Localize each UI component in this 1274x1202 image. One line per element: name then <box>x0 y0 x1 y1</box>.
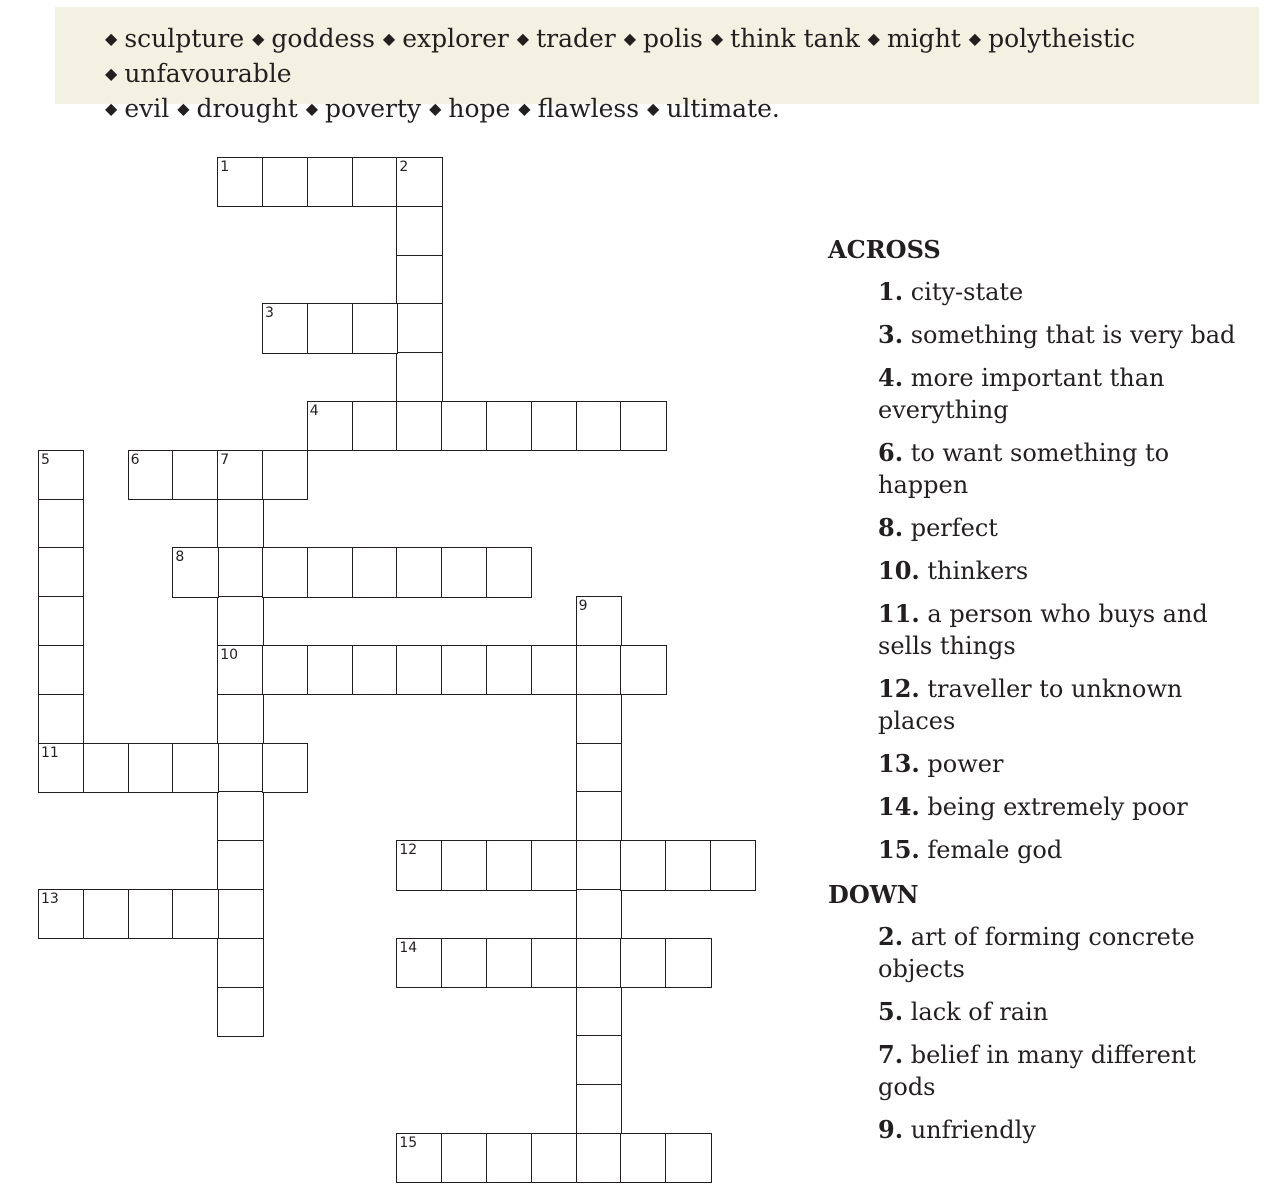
grid-cell[interactable] <box>486 645 532 695</box>
grid-cell[interactable] <box>710 840 756 890</box>
clue-item <box>828 921 1258 985</box>
grid-cell[interactable] <box>486 840 532 890</box>
cell-number: 6 <box>130 451 140 468</box>
cell-number: 2 <box>399 159 409 175</box>
grid-cell[interactable] <box>262 157 308 207</box>
grid-cell[interactable] <box>665 1133 711 1183</box>
word-item <box>868 24 961 53</box>
grid-cell[interactable] <box>441 401 487 451</box>
grid-cell[interactable] <box>38 596 84 646</box>
grid-cell[interactable] <box>396 303 442 353</box>
grid-cell[interactable] <box>217 743 263 793</box>
cell-number: 14 <box>399 939 418 956</box>
clue-item <box>828 791 1258 823</box>
grid-cell[interactable] <box>172 450 218 500</box>
clue-number: 10. <box>878 556 920 585</box>
clue-item <box>828 437 1258 501</box>
cell-number: 7 <box>220 451 230 468</box>
grid-cell[interactable] <box>576 1035 622 1085</box>
grid-cell[interactable] <box>531 401 577 451</box>
bullet-icon: ◆ <box>518 99 531 118</box>
grid-cell[interactable] <box>396 938 442 988</box>
grid-cell[interactable] <box>217 547 263 597</box>
cell-number: 12 <box>399 842 418 859</box>
cell-number: 13 <box>41 891 59 907</box>
bullet-icon: ◆ <box>623 29 637 48</box>
cell-number: 8 <box>175 549 185 566</box>
clue-number: 1. <box>878 277 904 306</box>
grid-cell[interactable] <box>217 889 263 939</box>
clue-item <box>828 748 1258 780</box>
grid-cell[interactable] <box>396 547 442 597</box>
grid-cell[interactable] <box>620 938 666 988</box>
grid-cell[interactable] <box>217 596 263 646</box>
cell-number: 5 <box>41 451 50 468</box>
across-clues <box>828 268 1258 866</box>
clue-item <box>828 673 1258 737</box>
word-text: hope <box>448 94 511 123</box>
bullet-icon: ◆ <box>105 99 118 118</box>
grid-cell[interactable] <box>38 499 84 549</box>
bullet-icon: ◆ <box>429 99 442 118</box>
cell-number: 3 <box>265 305 274 322</box>
grid-cell[interactable] <box>217 791 263 841</box>
down-heading: DOWN <box>828 880 919 909</box>
grid-cell[interactable] <box>576 889 622 939</box>
grid-cell[interactable] <box>217 938 263 988</box>
word-text: polytheistic <box>988 24 1136 53</box>
grid-cell[interactable] <box>576 840 622 890</box>
across-heading: ACROSS <box>828 235 941 264</box>
clue-number: 14. <box>878 792 920 821</box>
clue-item <box>828 1039 1258 1103</box>
clue-text: female god <box>927 836 1063 864</box>
grid-cell[interactable] <box>83 889 129 939</box>
grid-cell[interactable] <box>396 840 442 890</box>
clue-item <box>828 1114 1258 1146</box>
word-item <box>969 24 1135 53</box>
clue-text: perfect <box>910 514 998 542</box>
word-text: flawless <box>537 94 640 123</box>
clue-number: 11. <box>878 599 920 628</box>
bullet-icon: ◆ <box>305 99 319 118</box>
clues-panel <box>828 232 1258 1157</box>
grid-cell[interactable] <box>486 547 532 597</box>
grid-cell[interactable] <box>441 1133 487 1183</box>
clue-text: art of forming concrete objects <box>878 923 1195 983</box>
clue-number: 4. <box>878 363 904 392</box>
clue-item <box>828 276 1258 308</box>
clue-number: 5. <box>878 997 904 1026</box>
cell-number: 10 <box>220 647 239 663</box>
grid-cell[interactable] <box>576 938 622 988</box>
clue-item <box>828 319 1258 351</box>
grid-cell[interactable] <box>576 596 622 646</box>
grid-cell[interactable] <box>128 743 174 793</box>
grid-cell[interactable] <box>83 743 129 793</box>
grid-cell[interactable] <box>38 694 84 744</box>
grid-cell[interactable] <box>307 401 353 451</box>
cell-number: 11 <box>41 744 59 761</box>
clue-item <box>828 834 1258 866</box>
grid-cell[interactable] <box>576 694 622 744</box>
clue-number: 3. <box>878 320 904 349</box>
grid-cell[interactable] <box>262 743 308 793</box>
grid-cell[interactable] <box>307 645 353 695</box>
clue-number: 13. <box>878 749 920 778</box>
grid-cell[interactable] <box>307 547 353 597</box>
bullet-icon: ◆ <box>177 99 190 118</box>
grid-cell[interactable] <box>352 303 398 353</box>
clue-number: 7. <box>878 1040 904 1069</box>
grid-cell[interactable] <box>396 645 442 695</box>
bullet-icon: ◆ <box>105 64 118 83</box>
bullet-icon: ◆ <box>252 29 265 48</box>
word-text: polis <box>643 24 703 53</box>
bullet-icon: ◆ <box>968 29 982 48</box>
clue-text: being extremely poor <box>927 793 1188 821</box>
word-text: trader <box>536 24 616 53</box>
grid-cell[interactable] <box>396 157 442 207</box>
word-text: poverty <box>325 94 422 123</box>
grid-cell[interactable] <box>38 645 84 695</box>
grid-cell[interactable] <box>352 547 398 597</box>
clue-item <box>828 512 1258 544</box>
grid-cell[interactable] <box>396 255 442 305</box>
grid-cell[interactable] <box>665 938 711 988</box>
word-text: might <box>886 24 961 53</box>
grid-cell[interactable] <box>217 450 263 500</box>
grid-cell[interactable] <box>217 840 263 890</box>
grid-cell[interactable] <box>486 938 532 988</box>
bullet-icon: ◆ <box>516 29 530 48</box>
grid-cell[interactable] <box>396 206 442 256</box>
grid-cell[interactable] <box>262 303 308 353</box>
clue-text: more important than everything <box>878 364 1165 424</box>
clue-item <box>828 598 1258 662</box>
clue-number: 9. <box>878 1115 904 1144</box>
clue-number: 8. <box>878 513 904 542</box>
clue-number: 6. <box>878 438 904 467</box>
grid-cell[interactable] <box>38 743 84 793</box>
word-text: goddess <box>271 24 375 53</box>
word-text: drought <box>196 94 298 123</box>
grid-cell[interactable] <box>576 401 622 451</box>
grid-cell[interactable] <box>620 401 666 451</box>
grid-cell[interactable] <box>441 645 487 695</box>
grid-cell[interactable] <box>396 1133 442 1183</box>
grid-cell[interactable] <box>38 547 84 597</box>
grid-cell[interactable] <box>217 499 263 549</box>
clue-text: to want something to happen <box>878 439 1170 499</box>
clue-item <box>828 555 1258 587</box>
grid-cell[interactable] <box>307 157 353 207</box>
grid-cell[interactable] <box>576 645 622 695</box>
grid-cell[interactable] <box>172 889 218 939</box>
clue-text: thinkers <box>927 557 1029 585</box>
grid-cell[interactable] <box>576 1084 622 1134</box>
clue-text: lack of rain <box>910 998 1049 1026</box>
word-text: explorer <box>402 24 509 53</box>
grid-cell[interactable] <box>396 401 442 451</box>
grid-cell[interactable] <box>217 157 263 207</box>
word-text: think tank <box>730 24 860 53</box>
grid-cell[interactable] <box>217 987 263 1037</box>
bullet-icon: ◆ <box>867 29 880 48</box>
clue-text: belief in many different gods <box>878 1041 1196 1101</box>
down-clues <box>828 913 1258 1146</box>
grid-cell[interactable] <box>531 1133 577 1183</box>
bullet-icon: ◆ <box>647 99 660 118</box>
cell-number: 1 <box>220 159 230 175</box>
word-text: unfavourable <box>124 59 292 88</box>
grid-cell[interactable] <box>441 938 487 988</box>
grid-cell[interactable] <box>352 157 398 207</box>
grid-cell[interactable] <box>352 401 398 451</box>
grid-cell[interactable] <box>486 1133 532 1183</box>
grid-cell[interactable] <box>486 401 532 451</box>
grid-cell[interactable] <box>576 1133 622 1183</box>
clue-number: 2. <box>878 922 904 951</box>
grid-cell[interactable] <box>576 791 622 841</box>
grid-cell[interactable] <box>172 547 218 597</box>
word-text: sculpture <box>124 24 245 53</box>
grid-cell[interactable] <box>128 889 174 939</box>
grid-cell[interactable] <box>217 645 263 695</box>
bullet-icon: ◆ <box>710 29 724 48</box>
word-text: evil <box>124 94 170 123</box>
grid-cell[interactable] <box>441 547 487 597</box>
clue-item <box>828 996 1258 1028</box>
grid-cell[interactable] <box>620 840 666 890</box>
grid-cell[interactable] <box>262 547 308 597</box>
clue-text: something that is very bad <box>910 321 1236 349</box>
clue-text: city-state <box>910 278 1024 306</box>
clue-text: traveller to unknown places <box>878 675 1183 735</box>
grid-cell[interactable] <box>38 450 84 500</box>
grid-cell[interactable] <box>665 840 711 890</box>
grid-cell[interactable] <box>576 987 622 1037</box>
bullet-icon: ◆ <box>382 29 396 48</box>
grid-cell[interactable] <box>352 645 398 695</box>
grid-cell[interactable] <box>262 450 308 500</box>
clue-text: a person who buys and sells things <box>878 600 1208 660</box>
word-text: ultimate. <box>666 94 780 123</box>
clue-text: unfriendly <box>910 1116 1036 1144</box>
cell-number: 9 <box>578 598 588 615</box>
grid-cell[interactable] <box>620 1133 666 1183</box>
grid-cell[interactable] <box>396 352 442 402</box>
grid-cell[interactable] <box>38 889 84 939</box>
grid-cell[interactable] <box>576 743 622 793</box>
grid-cell[interactable] <box>441 840 487 890</box>
clue-text: power <box>927 750 1004 778</box>
clue-item <box>828 362 1258 426</box>
grid-cell[interactable] <box>262 645 308 695</box>
clue-number: 15. <box>878 835 920 864</box>
bullet-icon: ◆ <box>105 29 118 48</box>
grid-cell[interactable] <box>172 743 218 793</box>
grid-cell[interactable] <box>217 694 263 744</box>
grid-cell[interactable] <box>620 645 666 695</box>
grid-cell[interactable] <box>531 938 577 988</box>
cell-number: 4 <box>309 403 319 419</box>
cell-number: 15 <box>399 1135 418 1151</box>
clue-number: 12. <box>878 674 920 703</box>
grid-cell[interactable] <box>531 645 577 695</box>
grid-cell[interactable] <box>531 840 577 890</box>
grid-cell[interactable] <box>128 450 174 500</box>
grid-cell[interactable] <box>307 303 353 353</box>
